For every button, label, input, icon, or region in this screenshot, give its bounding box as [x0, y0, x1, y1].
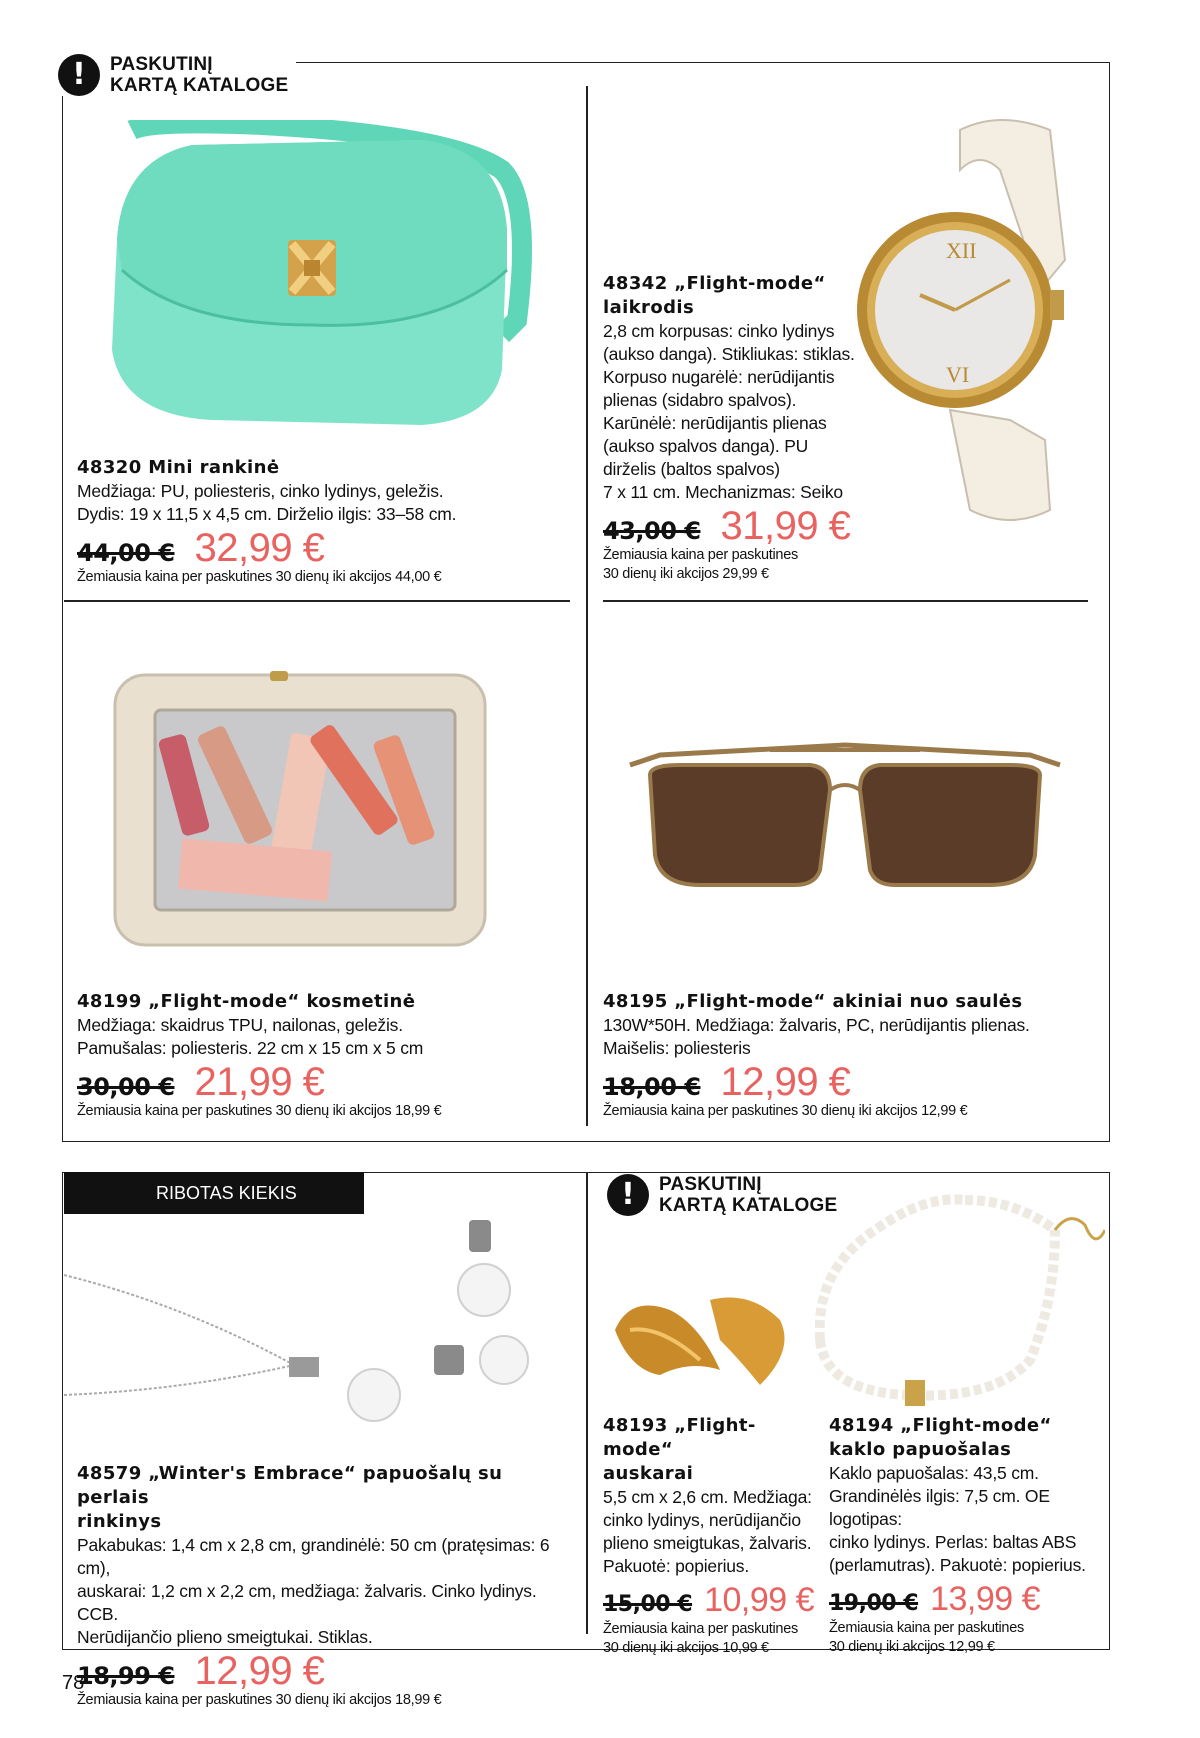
new-price: 31,99 €: [720, 504, 851, 548]
product-desc-line: (aukso spalvos danga). PU: [603, 436, 809, 456]
product-image-watch: [850, 110, 1090, 530]
product-title: 48199 „Flight-mode“ kosmetinė: [77, 991, 416, 1012]
limited-quantity-ribbon: RIBOTAS KIEKIS: [64, 1172, 364, 1214]
product-desc-line: Maišelis: poliesteris: [603, 1038, 751, 1058]
lowest-price-note: Žemiausia kaina per paskutines: [603, 1621, 798, 1637]
lowest-price-note: Žemiausia kaina per paskutines 30 dienų iki akcijos 18,99 €: [77, 1692, 442, 1708]
old-price: 19,00 €: [829, 1591, 919, 1616]
svg-text:XII: XII: [946, 238, 977, 263]
product-info-48199: [77, 990, 567, 1121]
product-desc-line: Kaklo papuošalas: 43,5 cm.: [829, 1463, 1039, 1483]
product-desc-line: Grandinėlės ilgis: 7,5 cm. OE logotipas:: [829, 1486, 1050, 1529]
new-price: 13,99 €: [930, 1580, 1041, 1618]
new-price: 10,99 €: [704, 1581, 815, 1619]
new-price: 32,99 €: [194, 526, 325, 570]
product-title: 48195 „Flight-mode“ akiniai nuo saulės: [603, 991, 1023, 1012]
product-info-48194: [829, 1414, 1104, 1657]
product-info-48193: [603, 1414, 823, 1658]
row-divider-right: [603, 600, 1088, 602]
new-price: 12,99 €: [720, 1060, 851, 1104]
lowest-price-note: 30 dienų iki akcijos 12,99 €: [829, 1639, 995, 1655]
top-section-divider: [586, 86, 588, 1126]
old-price: 18,99 €: [77, 1662, 175, 1690]
page-number: 78: [62, 1672, 85, 1694]
old-price: 15,00 €: [603, 1592, 693, 1617]
product-image-earrings: [610, 1290, 805, 1400]
product-desc-line: Nerūdijančio plieno smeigtukai. Stiklas.: [77, 1627, 373, 1647]
product-desc-line: plienas (sidabro spalvos).: [603, 390, 797, 410]
lowest-price-note: Žemiausia kaina per paskutines 30 dienų iki akcijos 18,99 €: [77, 1103, 442, 1119]
lowest-price-note: Žemiausia kaina per paskutines: [603, 547, 798, 563]
product-title: 48579 „Winter's Embrace“ papuošalų su perlais rinkinys: [77, 1463, 503, 1532]
product-image-bag: [62, 120, 532, 450]
lowest-price-note: 30 dienų iki akcijos 29,99 €: [603, 566, 769, 582]
product-desc-line: 5,5 cm x 2,6 cm. Medžiaga:: [603, 1487, 812, 1507]
old-price: 30,00 €: [77, 1073, 175, 1101]
product-image-pearl-necklace: [815, 1190, 1105, 1415]
product-desc-line: Pamušalas: poliesteris. 22 cm x 15 cm x 5 cm: [77, 1038, 424, 1058]
badge-line-1: PASKUTINĮ: [110, 54, 213, 75]
last-time-badge-top: [58, 54, 296, 96]
svg-text:VI: VI: [946, 362, 970, 387]
product-title: 48320 Mini rankinė: [77, 457, 280, 478]
product-desc-line: Medžiaga: skaidrus TPU, nailonas, geležis.: [77, 1015, 403, 1035]
lowest-price-note: Žemiausia kaina per paskutines: [829, 1620, 1024, 1636]
product-desc-line: Pakabukas: 1,4 cm x 2,8 cm, grandinėlė: 50 cm (pratęsimas: 6 cm),: [77, 1535, 550, 1578]
product-image-cosmetic-bag: [110, 665, 490, 955]
product-desc-line: (aukso danga). Stikliukas: stiklas.: [603, 344, 855, 364]
old-price: 18,00 €: [603, 1073, 701, 1101]
product-desc-line: Dydis: 19 x 11,5 x 4,5 cm. Dirželio ilgis: 33–58 cm.: [77, 504, 457, 524]
product-desc-line: Medžiaga: PU, poliesteris, cinko lydinys, geležis.: [77, 481, 444, 501]
exclamation-icon: !: [58, 54, 100, 96]
bottom-section-divider: [586, 1172, 588, 1634]
lowest-price-note: 30 dienų iki akcijos 10,99 €: [603, 1640, 769, 1656]
product-title: 48342 „Flight-mode“ laikrodis: [603, 273, 826, 318]
product-desc-line: cinko lydinys, nerūdijančio: [603, 1510, 801, 1530]
badge-line-1: PASKUTINĮ: [659, 1174, 762, 1195]
product-title: 48194 „Flight-mode“ kaklo papuošalas: [829, 1415, 1052, 1460]
exclamation-icon: !: [607, 1174, 649, 1216]
lowest-price-note: Žemiausia kaina per paskutines 30 dienų iki akcijos 12,99 €: [603, 1103, 968, 1119]
product-desc-line: cinko lydinys. Perlas: baltas ABS: [829, 1532, 1077, 1552]
product-desc-line: 7 x 11 cm. Mechanizmas: Seiko: [603, 482, 843, 502]
product-desc-line: 130W*50H. Medžiaga: žalvaris, PC, nerūdijantis plienas.: [603, 1015, 1030, 1035]
old-price: 43,00 €: [603, 517, 701, 545]
product-desc-line: (perlamutras). Pakuotė: popierius.: [829, 1555, 1086, 1575]
product-info-48342: [603, 272, 863, 584]
product-desc-line: Korpuso nugarėlė: nerūdijantis: [603, 367, 835, 387]
badge-line-2: KARTĄ KATALOGE: [110, 75, 289, 96]
last-time-badge-bottom: [607, 1174, 845, 1216]
product-title: 48193 „Flight-mode“ auskarai: [603, 1415, 756, 1484]
lowest-price-note: Žemiausia kaina per paskutines 30 dienų iki akcijos 44,00 €: [77, 569, 442, 585]
new-price: 12,99 €: [194, 1649, 325, 1693]
product-image-sunglasses: [620, 735, 1070, 905]
row-divider-left: [64, 600, 570, 602]
old-price: 44,00 €: [77, 539, 175, 567]
product-desc-line: 2,8 cm korpusas: cinko lydinys: [603, 321, 835, 341]
new-price: 21,99 €: [194, 1060, 325, 1104]
product-image-pearl-set: [64, 1215, 564, 1440]
product-desc-line: dirželis (baltos spalvos): [603, 459, 780, 479]
product-desc-line: Pakuotė: popierius.: [603, 1556, 750, 1576]
product-info-48579: [77, 1462, 577, 1710]
product-desc-line: plieno smeigtukas, žalvaris.: [603, 1533, 812, 1553]
product-desc-line: auskarai: 1,2 cm x 2,2 cm, medžiaga: žalvaris. Cinko lydinys. CCB.: [77, 1581, 537, 1624]
product-info-48195: [603, 990, 1093, 1121]
badge-line-2: KARTĄ KATALOGE: [659, 1195, 838, 1216]
product-info-48320: [77, 456, 557, 587]
product-desc-line: Karūnėlė: nerūdijantis plienas: [603, 413, 827, 433]
